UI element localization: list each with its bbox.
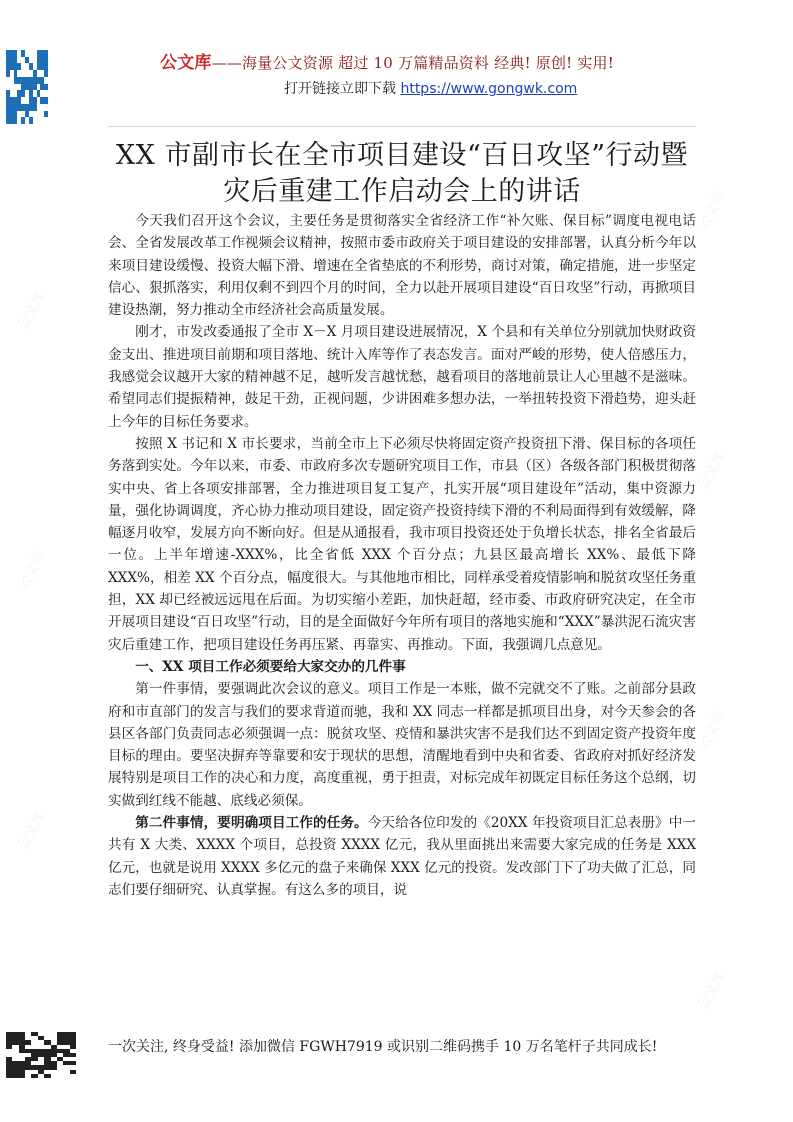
paragraph: 刚才，市发改委通报了全市 X－X 月项目建设进展情况，X 个县和有关单位分别就加快财政资金支出、推进项目前期和项目落地、统计入库等作了表态发言。面对严峻的形势，使人倍感压力，我感觉会议越开大家的精神越不足，越听发言越忧愁，越看项目的落地前景让人心里越不是滋味。希望同志们提振精神，鼓足干劲，正视问题，少讲困难多想办法，一举扭转投资下滑趋势，迎头赶上今年的目标任务要求。	[108, 324, 696, 430]
paragraph-lead: 第二件事情，要明确项目工作的任务。	[135, 815, 368, 832]
watermark: 公文库	[14, 288, 50, 333]
brand-name: 公文库	[160, 53, 212, 73]
download-prefix: 打开链接立即下载	[284, 81, 401, 97]
watermark: 公文库	[14, 548, 50, 593]
watermark: 公文库	[14, 808, 50, 853]
paragraph: 今天我们召开这个会议，主要任务是贯彻落实全省经济工作“补欠账、保目标”调度电视电话会、全省发展改革工作视频会议精神，按照市委市政府关于项目建设的安排部署，认真分析今年以来项目建设缓慢、投资大幅下滑、增速在全省垫底的不利形势，商讨对策，确定措施，进一步坚定信心、狠抓落实，利用仅剩不到四个月的时间，全力以赴开展项目建设“百日攻坚”行动，再掀项目建设热潮，努力推动全市经济社会高质量发展。	[108, 213, 696, 319]
qr-module	[44, 117, 48, 124]
header-tagline-line	[160, 48, 680, 73]
header-tagline: ——海量公文资源 超过 10 万篇精品资料 经典! 原创! 实用!	[211, 54, 614, 72]
paragraph: 按照 X 书记和 X 市长要求，当前全市上下必须尽快将固定资产投资扭下滑、保目标的各项任务落到实处。今年以来，市委、市政府多次专题研究项目工作，市县（区）各级各部门积极贯彻落实中央、省上各项安排部署，全力推进项目复工复产，扎实开展“项目建设年”活动，集中资源力量，强化协调调度，齐心协力推动项目建设，固定资产投资持续下滑的不利局面得到有效缓解，降幅逐月收窄，发展方向不断向好。但是从通报看，我市项目投资还处于负增长状态，排名全省最后一位。上半年增速-XXX%，比全省低 XXX 个百分点；九县区最高增长 XX%、最低下降 XXX%，相差 XX 个百分点，幅度很大。与其他地市相比，同样承受着疫情影响和脱贫攻坚任务重担，XX 却已经被远远甩在后面。为切实缩小差距，加快赶超，经市委、市政府研究决定，在全市开展项目建设“百日攻坚”行动，目的是全面做好今年所有项目的落地实施和“XXX”暴洪泥石流灾害灾后重建工作，把项目建设任务再压紧、再靠实、再推动。下面，我强调几点意见。	[108, 435, 696, 653]
paragraph: 第一件事情，要强调此次会议的意义。项目工作是一本账，做不完就交不了账。之前部分县政府和市直部门的发言与我们的要求背道而驰，我和 XX 同志一样都是抓项目出身，对今天参会的各县区各部门负责同志必须强调一点：脱贫攻坚、疫情和暴洪灾害不是我们达不到固定资产投资年度目标的理由。要坚决摒弃等靠要和安于现状的思想，清醒地看到中央和省委、省政府对抓好经济发展特别是项目工作的决心和力度，高度重视，勇于担责，对标完成年初既定目标任务这个总纲，切实做到红线不能越、底线必须保。	[108, 681, 696, 809]
paragraph-rest: 今天给各位印发的《20XX 年投资项目汇总表册》中一共有 X 大类、XXXX 个项目，总投资 XXXX 亿元，我从里面挑出来需要大家完成的任务是 XXX 亿元，也就是说用 XXXX 多亿元的盘子来确保 XXX 亿元的投资。发改部门下了功夫做了汇总，同志们要仔细研究、认真掌握。有这么多的项目，说	[108, 815, 696, 898]
qr-code-icon	[6, 1032, 76, 1078]
qr-module	[44, 104, 48, 111]
paragraph	[108, 812, 696, 901]
watermark: 公文库	[694, 968, 730, 1013]
page-header	[0, 44, 793, 104]
section-heading: 一、XX 项目工作必须要给大家交办的几件事	[135, 658, 406, 675]
watermark: 公文库	[694, 708, 730, 753]
watermark: 公文库	[694, 448, 730, 493]
qr-module	[44, 111, 48, 118]
header-divider	[108, 126, 696, 127]
watermark: 公文库	[694, 188, 730, 233]
qr-module	[70, 1074, 76, 1078]
page-footer: 一次关注, 终身受益! 添加微信 FGWH7919 或识别二维码携手 10 万名笔杆子共同成长!	[108, 1039, 658, 1055]
header-download-line	[284, 78, 704, 98]
page-title: XX 市副市长在全市项目建设“百日攻坚”行动暨灾后重建工作启动会上的讲话	[115, 140, 689, 207]
download-link[interactable]: https://www.gongwk.com	[400, 81, 578, 97]
document-body	[108, 210, 696, 901]
